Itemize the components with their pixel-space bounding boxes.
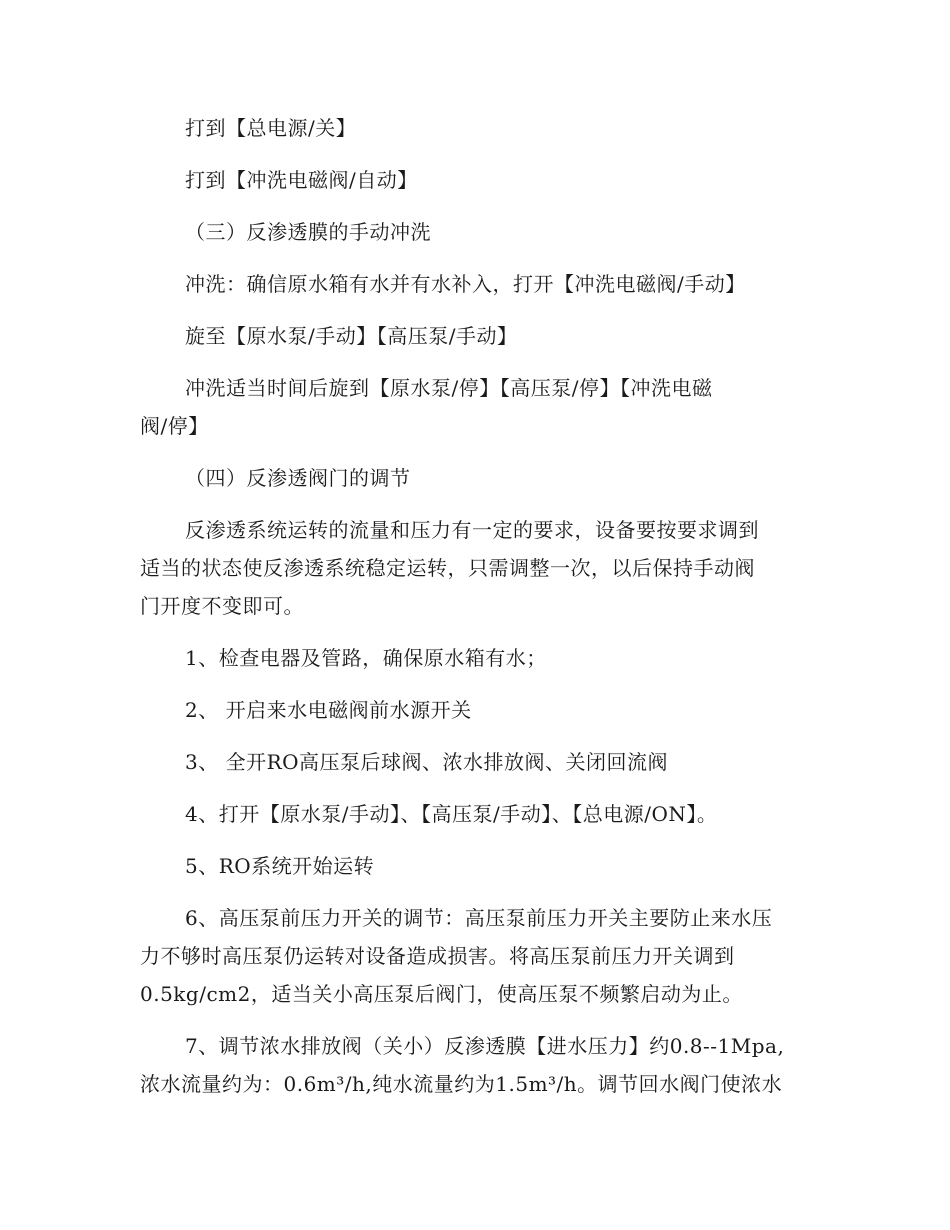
section-heading-valve-adjustment: （四）反渗透阀门的调节 bbox=[185, 466, 411, 490]
line-flush-instruction: 冲洗：确信原水箱有水并有水补入，打开【冲洗电磁阀/手动】 bbox=[185, 272, 746, 296]
section-heading-manual-flush: （三）反渗透膜的手动冲洗 bbox=[185, 220, 431, 244]
paragraph-line: 反渗透系统运转的流量和压力有一定的要求，设备要按要求调到 bbox=[185, 518, 759, 542]
list-item-3: 3、 全开RO高压泵后球阀、浓水排放阀、关闭回流阀 bbox=[185, 750, 669, 774]
line-rotate-pumps-manual: 旋至【原水泵/手动】【高压泵/手动】 bbox=[185, 324, 518, 348]
list-item-6: 6、高压泵前压力开关的调节：高压泵前压力开关主要防止来水压 bbox=[185, 906, 773, 930]
paragraph-line: 适当的状态使反渗透系统稳定运转，只需调整一次，以后保持手动阀 bbox=[140, 556, 755, 580]
line-flush-valve-auto: 打到【冲洗电磁阀/自动】 bbox=[185, 168, 418, 192]
line-power-off: 打到【总电源/关】 bbox=[185, 116, 357, 140]
line-after-flush: 冲洗适当时间后旋到【原水泵/停】【高压泵/停】【冲洗电磁 bbox=[185, 376, 713, 400]
list-item-4: 4、打开【原水泵/手动】、【高压泵/手动】、【总电源/ON】。 bbox=[185, 802, 718, 826]
list-item-7: 7、调节浓水排放阀（关小）反渗透膜【进水压力】约0.8--1Mpa, bbox=[185, 1034, 785, 1058]
list-item-2: 2、 开启来水电磁阀前水源开关 bbox=[185, 698, 472, 722]
list-item-7-cont: 浓水流量约为：0.6m³/h,纯水流量约为1.5m³/h。调节回水阀门使浓水 bbox=[140, 1072, 783, 1096]
list-item-5: 5、RO系统开始运转 bbox=[185, 854, 375, 878]
line-after-flush-cont: 阀/停】 bbox=[140, 414, 209, 438]
list-item-6-cont: 力不够时高压泵仍运转对设备造成损害。将高压泵前压力开关调到 bbox=[140, 944, 735, 968]
paragraph-line: 门开度不变即可。 bbox=[140, 594, 304, 618]
list-item-1: 1、检查电器及管路，确保原水箱有水； bbox=[185, 646, 547, 670]
list-item-6-cont: 0.5kg/cm2，适当关小高压泵后阀门，使高压泵不频繁启动为止。 bbox=[140, 982, 743, 1006]
